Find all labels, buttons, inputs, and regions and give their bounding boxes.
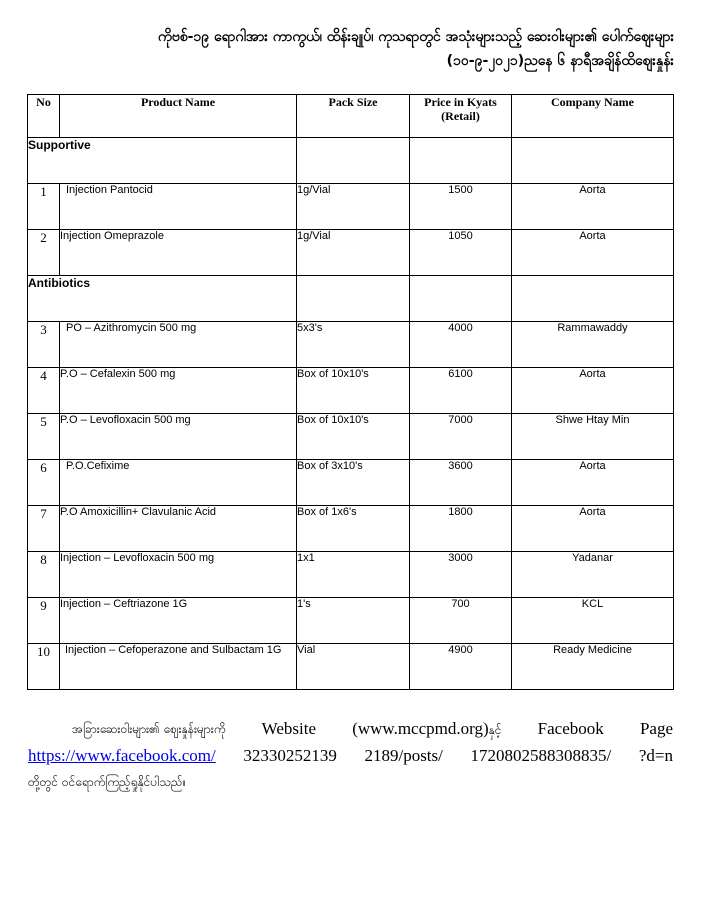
footer-page-word: Page	[639, 719, 673, 738]
product-name: P.O Amoxicillin+ Clavulanic Acid	[60, 506, 297, 552]
retail-price: 6100	[410, 368, 512, 414]
product-name: Injection – Levofloxacin 500 mg	[60, 552, 297, 598]
column-header-product-name: Product Name	[60, 95, 297, 138]
section-label-antibiotics: Antibiotics	[28, 276, 297, 322]
pack-size: Box of 10x10's	[297, 414, 410, 460]
pack-size: 1x1	[297, 552, 410, 598]
company-name: Shwe Htay Min	[512, 414, 674, 460]
product-name: P.O.Cefixime	[60, 460, 297, 506]
footer-line-1	[28, 716, 673, 743]
column-header-company-name: Company Name	[512, 95, 674, 138]
row-number: 2	[28, 230, 60, 276]
website-url-text: (www.mccpmd.org)	[352, 719, 489, 738]
table-cell-empty	[410, 138, 512, 184]
table-row	[28, 644, 674, 690]
table-row	[28, 322, 674, 368]
table-header-row	[28, 95, 674, 138]
retail-price: 3600	[410, 460, 512, 506]
footer-note	[28, 716, 673, 795]
row-number: 7	[28, 506, 60, 552]
facebook-link[interactable]: https://www.facebook.com/	[28, 746, 216, 765]
facebook-link-part-d: ?d=n	[638, 746, 673, 765]
retail-price: 1800	[410, 506, 512, 552]
pack-size: 1g/Vial	[297, 184, 410, 230]
facebook-link-part-c: 1720802588308835/	[470, 746, 612, 765]
column-header-price-line2: (Retail)	[441, 109, 480, 123]
table-row	[28, 506, 674, 552]
column-header-price-line1: Price in Kyats	[424, 95, 497, 109]
table-row	[28, 598, 674, 644]
row-number: 3	[28, 322, 60, 368]
pack-size: Vial	[297, 644, 410, 690]
document-title: ကိုဗစ်-၁၉ ရောဂါအား ကာကွယ်၊ ထိန်းချုပ်၊ ကုသရာတွင် အသုံးများသည့် ဆေးဝါးများ၏ ပေါက်ဈေးများ	[158, 29, 674, 45]
company-name: Aorta	[512, 506, 674, 552]
retail-price: 1050	[410, 230, 512, 276]
product-name: Injection – Ceftriazone 1G	[60, 598, 297, 644]
table-cell-empty	[512, 138, 674, 184]
table-row	[28, 184, 674, 230]
table-cell-empty	[297, 276, 410, 322]
product-name: Injection Pantocid	[60, 184, 297, 230]
footer-website-word: Website	[261, 719, 317, 738]
product-name: P.O – Levofloxacin 500 mg	[60, 414, 297, 460]
section-row-supportive	[28, 138, 674, 184]
table-row	[28, 368, 674, 414]
row-number: 8	[28, 552, 60, 598]
pack-size: Box of 1x6's	[297, 506, 410, 552]
footer-and-text: နှင့်	[488, 723, 502, 737]
row-number: 9	[28, 598, 60, 644]
column-header-no: No	[28, 95, 60, 138]
footer-line-3: တို့တွင် ဝင်ရောက်ကြည့်ရှုနိုင်ပါသည်။	[28, 775, 187, 789]
product-name: Injection Omeprazole	[60, 230, 297, 276]
footer-line-2	[28, 743, 673, 769]
company-name: Aorta	[512, 368, 674, 414]
footer-other-medicines-text: အခြားဆေးဝါးများ၏ ဈေးနှုန်းများကို	[72, 722, 226, 736]
company-name: Aorta	[512, 184, 674, 230]
row-number: 5	[28, 414, 60, 460]
table-row	[28, 230, 674, 276]
retail-price: 3000	[410, 552, 512, 598]
footer-website-url	[352, 716, 501, 743]
table-row	[28, 460, 674, 506]
table-cell-empty	[410, 276, 512, 322]
retail-price: 7000	[410, 414, 512, 460]
company-name: Rammawaddy	[512, 322, 674, 368]
retail-price: 4900	[410, 644, 512, 690]
table-cell-empty	[512, 276, 674, 322]
retail-price: 4000	[410, 322, 512, 368]
document-subtitle-date: (၁၀-၉-၂၀၂၁)ညနေ ၆ နာရီအချိန်ထိဈေးနှုန်း	[446, 53, 674, 69]
section-label-supportive: Supportive	[28, 138, 297, 184]
table-row	[28, 414, 674, 460]
pack-size: 1's	[297, 598, 410, 644]
company-name: Aorta	[512, 460, 674, 506]
column-header-price	[410, 95, 512, 138]
company-name: Yadanar	[512, 552, 674, 598]
pack-size: Box of 3x10's	[297, 460, 410, 506]
section-row-antibiotics	[28, 276, 674, 322]
product-name: P.O – Cefalexin 500 mg	[60, 368, 297, 414]
facebook-link-part-b: 2189/posts/	[364, 746, 443, 765]
footer-facebook-word: Facebook	[537, 719, 604, 738]
pack-size: Box of 10x10's	[297, 368, 410, 414]
column-header-pack-size: Pack Size	[297, 95, 410, 138]
company-name: KCL	[512, 598, 674, 644]
row-number: 4	[28, 368, 60, 414]
pack-size: 5x3's	[297, 322, 410, 368]
company-name: Ready Medicine	[512, 644, 674, 690]
price-table	[27, 94, 674, 690]
product-name: Injection – Cefoperazone and Sulbactam 1G	[60, 644, 297, 690]
row-number: 1	[28, 184, 60, 230]
row-number: 10	[28, 644, 60, 690]
retail-price: 1500	[410, 184, 512, 230]
table-cell-empty	[297, 138, 410, 184]
table-row	[28, 552, 674, 598]
product-name: PO – Azithromycin 500 mg	[60, 322, 297, 368]
pack-size: 1g/Vial	[297, 230, 410, 276]
facebook-link-part-a: 32330252139	[243, 746, 337, 765]
row-number: 6	[28, 460, 60, 506]
company-name: Aorta	[512, 230, 674, 276]
retail-price: 700	[410, 598, 512, 644]
